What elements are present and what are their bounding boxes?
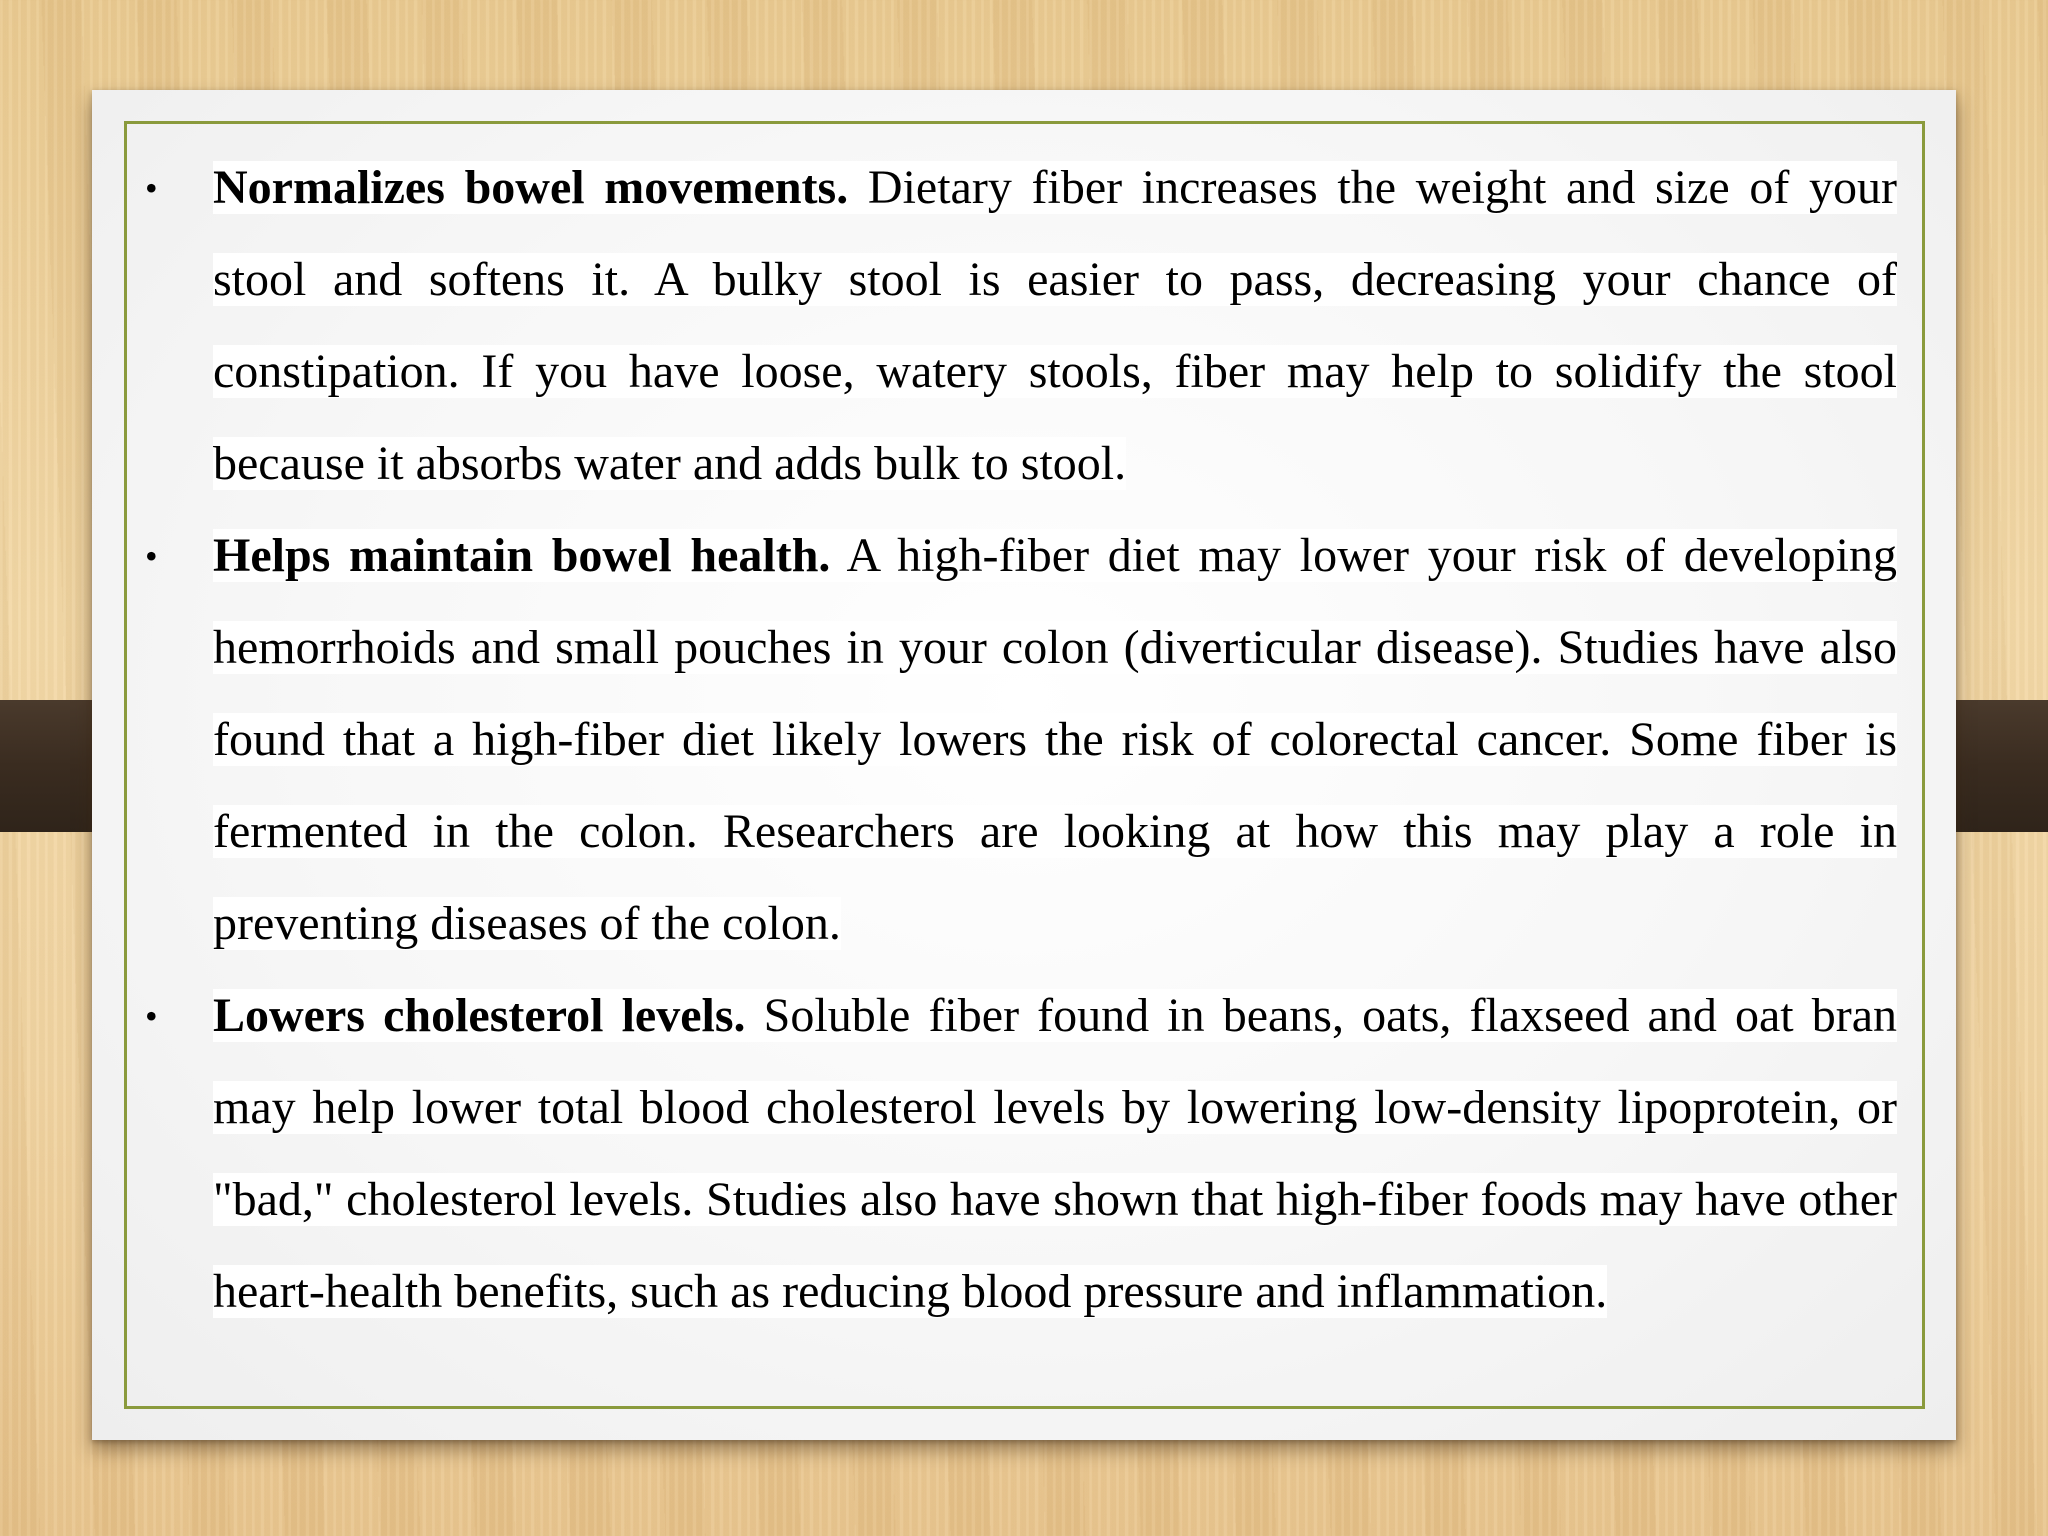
bullet-dot-icon: • <box>145 168 158 208</box>
bullet-item-bowel-health <box>145 510 1897 970</box>
bullet-heading: Helps maintain bowel health. <box>213 529 831 582</box>
bullet-body: Soluble fiber found in beans, oats, flaxseed and oat bran may help lower total blood cholesterol levels by lowering low-density lipoprotein, or "bad," cholesterol levels. Studies also have shown that high-fiber foods may have other heart-health benefits, such as reducing blood pressure and inflammation. <box>213 989 1898 1318</box>
bullet-heading: Lowers cholesterol levels. <box>213 989 746 1042</box>
slide-content <box>145 142 1897 1338</box>
bullet-item-cholesterol <box>145 970 1897 1338</box>
bullet-item-bowel-movements <box>145 142 1897 510</box>
bullet-dot-icon: • <box>145 536 158 576</box>
bullet-heading: Normalizes bowel movements. <box>213 161 849 214</box>
bullet-body: Dietary fiber increases the weight and size of your stool and softens it. A bulky stool is easier to pass, decreasing your chance of constipation. If you have loose, watery stools, fiber may help to solidify the stool because it absorbs water and adds bulk to stool. <box>213 161 1897 490</box>
bullet-body: A high-fiber diet may lower your risk of developing hemorrhoids and small pouches in your colon (diverticular disease). Studies have also found that a high-fiber diet likely lowers the risk of colorectal cancer. Some fiber is fermented in the colon. Researchers are looking at how this may play a role in preventing diseases of the colon. <box>213 529 1897 950</box>
bullet-dot-icon: • <box>145 996 158 1036</box>
